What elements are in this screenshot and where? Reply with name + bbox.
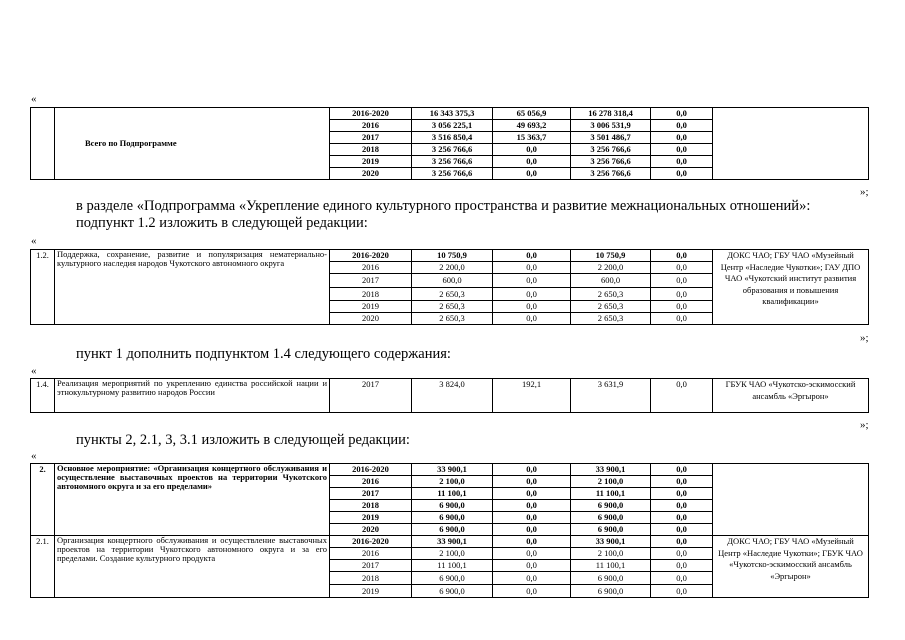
close-quote: »; [860, 186, 869, 198]
period-cell: 2019 [330, 156, 412, 168]
value-cell: 2 650,3 [571, 288, 651, 301]
period-cell: 2020 [330, 168, 412, 180]
item-name: Реализация мероприятий по укреплению единства российской нации и этнокультурному развитию народов России [55, 379, 330, 413]
value-cell: 3 256 766,6 [412, 156, 493, 168]
value-cell: 600,0 [412, 274, 493, 288]
table-row [31, 108, 869, 120]
value-cell: 0,0 [493, 560, 571, 572]
value-cell: 10 750,9 [412, 250, 493, 262]
open-quote: « [31, 450, 37, 462]
period-cell: 2016-2020 [330, 464, 412, 476]
executor-cell: ДОКС ЧАО; ГБУ ЧАО «Музейный Центр «Наследие Чукотки»; ГАУ ДПО ЧАО «Чукотский институт развития образования и повышения квалификации» [713, 250, 869, 325]
value-cell: 10 750,9 [571, 250, 651, 262]
value-cell: 0,0 [651, 488, 713, 500]
value-cell: 3 256 766,6 [412, 144, 493, 156]
value-cell: 3 006 531,9 [571, 120, 651, 132]
paragraph-line: в разделе «Подпрограмма «Укрепление единого культурного пространства и развитие межнациональных отношений»: [76, 198, 811, 214]
period-cell: 2018 [330, 288, 412, 301]
value-cell: 2 200,0 [412, 262, 493, 274]
item-name: Основное мероприятие: «Организация концертного обслуживания и осуществление выставочных проектов на территории Чукотского автономного округа и за его пределами» [55, 464, 330, 536]
table-row [31, 379, 869, 413]
period-cell: 2018 [330, 144, 412, 156]
value-cell: 0,0 [651, 108, 713, 120]
value-cell: 0,0 [651, 500, 713, 512]
value-cell: 0,0 [651, 168, 713, 180]
value-cell: 0,0 [493, 524, 571, 536]
value-cell: 33 900,1 [571, 536, 651, 548]
value-cell: 0,0 [651, 512, 713, 524]
total-label: Всего по Подпрограмме [55, 108, 330, 180]
period-cell: 2018 [330, 500, 412, 512]
value-cell: 3 056 225,1 [412, 120, 493, 132]
value-cell: 0,0 [651, 301, 713, 313]
value-cell: 0,0 [651, 572, 713, 585]
open-quote: « [31, 93, 37, 105]
value-cell: 2 650,3 [412, 301, 493, 313]
value-cell: 3 516 850,4 [412, 132, 493, 144]
value-cell: 0,0 [493, 313, 571, 325]
period-cell: 2016 [330, 262, 412, 274]
value-cell: 2 200,0 [571, 262, 651, 274]
executor-cell [713, 108, 869, 180]
value-cell: 0,0 [651, 536, 713, 548]
value-cell: 6 900,0 [412, 572, 493, 585]
value-cell: 0,0 [651, 144, 713, 156]
value-cell: 2 100,0 [571, 476, 651, 488]
value-cell: 11 100,1 [571, 488, 651, 500]
value-cell: 0,0 [651, 262, 713, 274]
value-cell: 0,0 [651, 250, 713, 262]
period-cell: 2016-2020 [330, 536, 412, 548]
value-cell: 0,0 [493, 585, 571, 598]
subitem-1-2-table [30, 249, 869, 325]
period-cell: 2018 [330, 572, 412, 585]
value-cell: 6 900,0 [571, 585, 651, 598]
value-cell: 0,0 [651, 288, 713, 301]
value-cell: 0,0 [493, 288, 571, 301]
value-cell: 16 278 318,4 [571, 108, 651, 120]
table-row [31, 464, 869, 476]
value-cell: 6 900,0 [412, 585, 493, 598]
paragraph-line: пункт 1 дополнить подпунктом 1.4 следующего содержания: [76, 346, 451, 362]
period-cell: 2019 [330, 512, 412, 524]
open-quote: « [31, 235, 37, 247]
period-cell: 2017 [330, 488, 412, 500]
period-cell: 2019 [330, 585, 412, 598]
value-cell: 0,0 [651, 476, 713, 488]
value-cell: 3 256 766,6 [571, 156, 651, 168]
value-cell: 0,0 [651, 120, 713, 132]
period-cell: 2016-2020 [330, 250, 412, 262]
value-cell: 2 650,3 [571, 313, 651, 325]
value-cell: 33 900,1 [412, 536, 493, 548]
table-row [31, 536, 869, 548]
period-cell: 2016-2020 [330, 108, 412, 120]
close-quote: »; [860, 419, 869, 431]
value-cell: 3 631,9 [571, 379, 651, 413]
value-cell: 0,0 [651, 524, 713, 536]
paragraph-line: пункты 2, 2.1, 3, 3.1 изложить в следующей редакции: [76, 432, 410, 448]
value-cell: 3 501 486,7 [571, 132, 651, 144]
value-cell: 0,0 [493, 488, 571, 500]
value-cell: 0,0 [493, 262, 571, 274]
value-cell: 6 900,0 [412, 524, 493, 536]
value-cell: 0,0 [493, 572, 571, 585]
value-cell: 3 824,0 [412, 379, 493, 413]
value-cell: 15 363,7 [493, 132, 571, 144]
value-cell: 0,0 [493, 536, 571, 548]
item-number: 2.1. [31, 536, 55, 598]
executor-cell: ГБУК ЧАО «Чукотско-эскимосский ансамбль «Эргырон» [713, 379, 869, 413]
period-cell: 2017 [330, 132, 412, 144]
value-cell: 2 100,0 [412, 476, 493, 488]
value-cell: 0,0 [493, 476, 571, 488]
value-cell: 6 900,0 [412, 500, 493, 512]
value-cell: 0,0 [651, 156, 713, 168]
value-cell: 0,0 [493, 144, 571, 156]
period-cell: 2017 [330, 274, 412, 288]
value-cell: 6 900,0 [571, 524, 651, 536]
value-cell: 0,0 [651, 464, 713, 476]
item-number: 1.4. [31, 379, 55, 413]
value-cell: 3 256 766,6 [571, 168, 651, 180]
close-quote: »; [860, 332, 869, 344]
value-cell: 6 900,0 [571, 572, 651, 585]
period-cell: 2020 [330, 313, 412, 325]
value-cell: 6 900,0 [571, 512, 651, 524]
value-cell: 2 650,3 [571, 301, 651, 313]
value-cell: 0,0 [493, 274, 571, 288]
item-number: 1.2. [31, 250, 55, 325]
item-number: 2. [31, 464, 55, 536]
period-cell: 2020 [330, 524, 412, 536]
value-cell: 0,0 [651, 274, 713, 288]
value-cell: 65 056,9 [493, 108, 571, 120]
value-cell: 6 900,0 [571, 500, 651, 512]
open-quote: « [31, 365, 37, 377]
value-cell: 2 100,0 [571, 548, 651, 560]
period-cell: 2016 [330, 548, 412, 560]
value-cell: 192,1 [493, 379, 571, 413]
value-cell: 0,0 [493, 512, 571, 524]
blank-cell [31, 108, 55, 180]
subitem-1-4-table [30, 378, 869, 413]
subprogram-total-table [30, 107, 869, 180]
value-cell: 11 100,1 [412, 488, 493, 500]
value-cell: 11 100,1 [412, 560, 493, 572]
period-cell: 2017 [330, 379, 412, 413]
value-cell: 49 693,2 [493, 120, 571, 132]
value-cell: 3 256 766,6 [571, 144, 651, 156]
items-2-table [30, 463, 869, 598]
value-cell: 0,0 [493, 500, 571, 512]
value-cell: 16 343 375,3 [412, 108, 493, 120]
value-cell: 0,0 [651, 379, 713, 413]
paragraph-line: подпункт 1.2 изложить в следующей редакции: [76, 215, 368, 231]
value-cell: 0,0 [651, 585, 713, 598]
table-row [31, 250, 869, 262]
value-cell: 0,0 [493, 464, 571, 476]
value-cell: 33 900,1 [412, 464, 493, 476]
period-cell: 2019 [330, 301, 412, 313]
value-cell: 0,0 [493, 156, 571, 168]
period-cell: 2016 [330, 476, 412, 488]
value-cell: 3 256 766,6 [412, 168, 493, 180]
value-cell: 0,0 [651, 548, 713, 560]
value-cell: 2 650,3 [412, 313, 493, 325]
executor-cell [713, 464, 869, 536]
value-cell: 0,0 [493, 250, 571, 262]
item-name: Организация концертного обслуживания и осуществление выставочных проектов на территории Чукотского автономного округа и за его пределами. Создание культурного продукта [55, 536, 330, 598]
item-name: Поддержка, сохранение, развитие и популяризация нематериально-культурного наследия народов Чукотского автономного округа [55, 250, 330, 325]
value-cell: 33 900,1 [571, 464, 651, 476]
value-cell: 0,0 [493, 301, 571, 313]
value-cell: 0,0 [493, 548, 571, 560]
value-cell: 0,0 [651, 313, 713, 325]
value-cell: 600,0 [571, 274, 651, 288]
value-cell: 2 100,0 [412, 548, 493, 560]
value-cell: 6 900,0 [412, 512, 493, 524]
value-cell: 0,0 [651, 560, 713, 572]
value-cell: 11 100,1 [571, 560, 651, 572]
value-cell: 0,0 [493, 168, 571, 180]
period-cell: 2017 [330, 560, 412, 572]
executor-cell: ДОКС ЧАО; ГБУ ЧАО «Музейный Центр «Наследие Чукотки»; ГБУК ЧАО «Чукотско-эскимосский ансамбль «Эргырон» [713, 536, 869, 598]
value-cell: 0,0 [651, 132, 713, 144]
period-cell: 2016 [330, 120, 412, 132]
value-cell: 2 650,3 [412, 288, 493, 301]
